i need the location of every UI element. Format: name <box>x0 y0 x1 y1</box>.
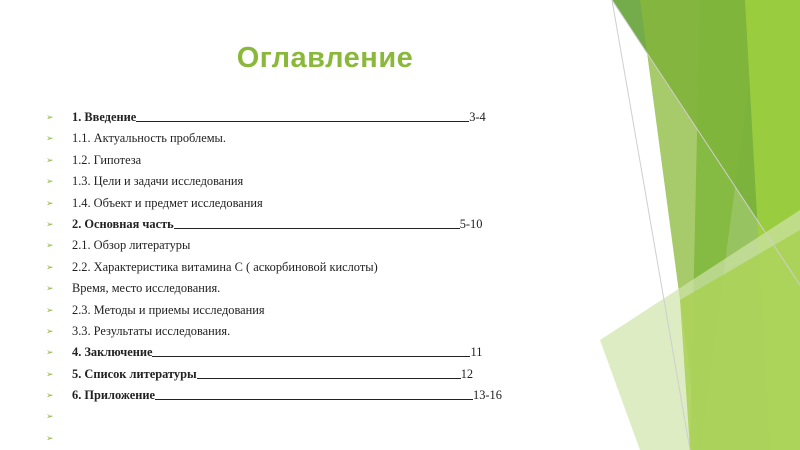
toc-item-label: 2.3. Методы и приемы исследования <box>72 302 265 317</box>
toc-item-label: 2.1. Обзор литературы <box>72 238 191 253</box>
arrow-bullet-icon: ➢ <box>46 325 54 336</box>
toc-item <box>46 321 606 342</box>
toc-item-text <box>72 235 190 255</box>
toc-item-text <box>72 364 473 384</box>
toc-item-text <box>72 214 482 234</box>
toc-item-label: 5. Список литературы <box>72 366 197 381</box>
slide-title: Оглавление <box>236 42 414 74</box>
toc-item-text <box>72 278 220 298</box>
toc-item-label: 1.3. Цели и задачи исследования <box>72 174 244 189</box>
arrow-bullet-icon: ➢ <box>46 304 54 315</box>
toc-item-label: 3.3. Результаты исследования. <box>72 323 231 338</box>
arrow-bullet-icon: ➢ <box>46 347 54 358</box>
arrow-bullet-icon: ➢ <box>46 197 54 208</box>
toc-item-label: 1.4. Объект и предмет исследования <box>72 195 263 210</box>
toc-item-text <box>72 257 378 277</box>
toc-item-label: 1. Введение <box>72 110 137 124</box>
arrow-bullet-icon: ➢ <box>46 112 54 122</box>
toc-item <box>46 428 606 449</box>
toc-item <box>46 150 606 171</box>
toc-item-text <box>72 128 226 148</box>
toc-item <box>46 300 606 321</box>
arrow-bullet-icon: ➢ <box>46 283 54 294</box>
toc-item <box>46 406 606 427</box>
toc-item <box>46 107 606 128</box>
arrow-bullet-icon: ➢ <box>46 368 54 379</box>
toc-item-text <box>72 321 230 341</box>
toc-item-text <box>72 107 486 127</box>
toc-item-text <box>72 150 141 170</box>
table-of-contents <box>46 107 606 449</box>
toc-item-label: 2. Основная часть <box>72 216 174 231</box>
toc-item-text <box>72 342 482 362</box>
toc-item-pages: 3-4 <box>469 110 486 124</box>
arrow-bullet-icon: ➢ <box>46 218 54 229</box>
toc-item <box>46 385 606 406</box>
arrow-bullet-icon: ➢ <box>46 154 54 165</box>
toc-item <box>46 171 606 192</box>
toc-leader-line <box>155 387 473 400</box>
toc-item-label: 6. Приложение <box>72 388 155 403</box>
arrow-bullet-icon: ➢ <box>46 390 54 401</box>
toc-item <box>46 193 606 214</box>
toc-item-text <box>72 193 263 213</box>
arrow-bullet-icon: ➢ <box>46 261 54 272</box>
toc-item-label: 1.1. Актуальность проблемы. <box>72 131 226 146</box>
toc-item <box>46 278 606 299</box>
toc-item-text <box>72 385 502 405</box>
toc-item <box>46 342 606 363</box>
arrow-bullet-icon: ➢ <box>46 133 54 144</box>
toc-item-text <box>72 171 243 191</box>
toc-item-text <box>72 300 265 320</box>
arrow-bullet-icon: ➢ <box>46 432 54 443</box>
toc-item <box>46 214 606 235</box>
arrow-bullet-icon: ➢ <box>46 176 54 187</box>
toc-item-label: Время, место исследования. <box>72 281 221 296</box>
toc-item-pages: 12 <box>460 366 474 381</box>
toc-item <box>46 364 606 385</box>
toc-item <box>46 235 606 256</box>
toc-leader-line <box>174 216 460 229</box>
toc-leader-line <box>197 366 461 379</box>
toc-item <box>46 257 606 278</box>
toc-item-label: 2.2. Характеристика витамина С ( аскорбиновой кислоты) <box>72 259 378 274</box>
toc-item-pages: 11 <box>470 345 483 360</box>
arrow-bullet-icon: ➢ <box>46 411 54 422</box>
arrow-bullet-icon: ➢ <box>46 240 54 251</box>
toc-item-label: 4. Заключение <box>72 345 153 360</box>
toc-item-pages: 5-10 <box>459 216 483 231</box>
toc-item-label: 1.2. Гипотеза <box>72 152 142 167</box>
toc-item-pages: 13-16 <box>473 388 502 403</box>
toc-item <box>46 128 606 149</box>
toc-leader-line <box>152 344 470 357</box>
toc-leader-line <box>136 109 469 122</box>
